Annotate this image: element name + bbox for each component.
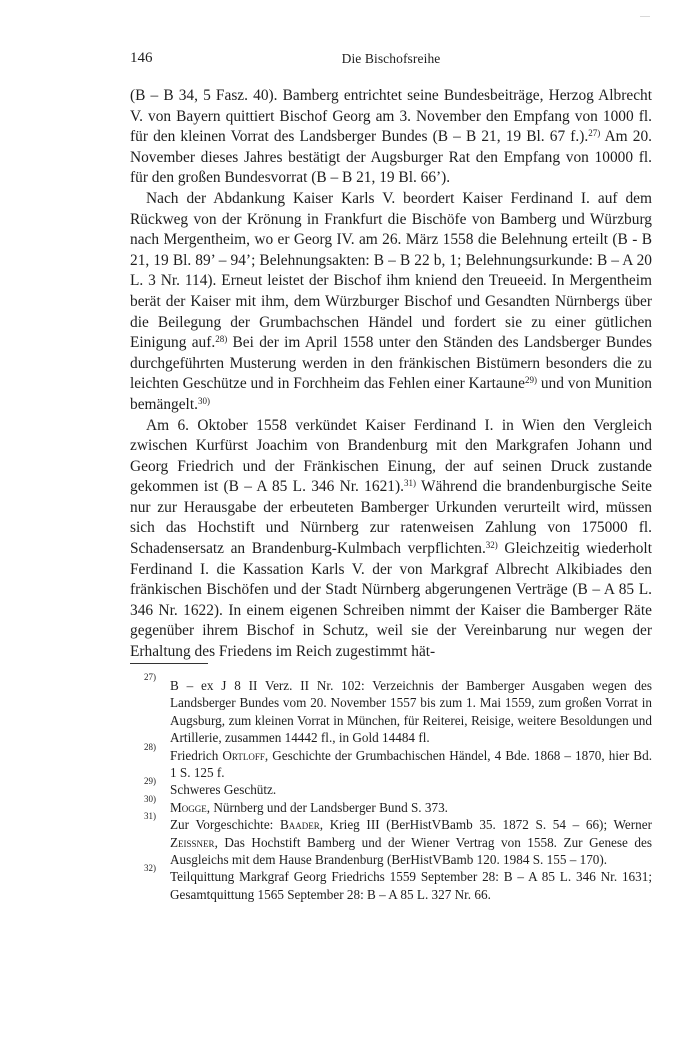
text-run: Friedrich bbox=[170, 747, 223, 763]
author-name: Zeissner bbox=[170, 834, 215, 850]
text-run: Gleichzeitig wiederholt Ferdinand I. die Kassation Karls V. der von Markgraf Albrecht Alkibiades den fränkischen Bischöfen und der Stadt Nürnberg abgerungenen Verträge (B – A 85 L. 346 Nr. 1622). In einem eigenen Schreiben nimmt der Kaiser die Bamberger Räte gegenüber ihrem Bischof in Schutz, weil sie der Vereinbarung nur wegen der Erhaltung des Friedens im Reich zugestimmt hät- bbox=[130, 540, 652, 661]
footnote: 31) Zur Vorgeschichte: Baader, Krieg III (BerHistVBamb 35. 1872 S. 54 – 66); Werner Zeissner, Das Hochstift Bamberg und der Wiener Vertrag von 1558. Zur Genese des Ausgleichs mit dem Hause Brandenburg (BerHistVBamb 120. 1984 S. 155 – 170). bbox=[144, 811, 652, 868]
footnote-ref: 27) bbox=[588, 128, 601, 139]
text-run: Zur Vorgeschichte: bbox=[170, 817, 280, 833]
running-title: Die Bischofsreihe bbox=[341, 51, 441, 66]
footnote: 29) Schweres Geschütz. bbox=[144, 776, 277, 798]
footnote-ref: 28) bbox=[215, 334, 228, 345]
main-text bbox=[130, 86, 652, 663]
author-name: Ortloff bbox=[222, 747, 265, 763]
author-name: Mogge bbox=[170, 799, 207, 815]
footnote: 27) B – ex J 8 II Verz. II Nr. 102: Verzeichnis der Bamberger Ausgaben wegen des Landsberger Bundes vom 20. November 1557 bis zum 1. Mai 1559, zum großen Vorrat in Augsburg, zum kleinen Vorrat in München, für Reiterei, Reisige, weitere Besoldungen und Artillerie, zusammen 14442 fl., in Gold 14484 fl. bbox=[144, 672, 652, 746]
footnote: 30) Mogge, Nürnberg und der Landsberger Bund S. 373. bbox=[144, 793, 448, 815]
footnotes bbox=[130, 672, 652, 903]
text-run: Nach der Abdankung Kaiser Karls V. beordert Kaiser Ferdinand I. auf dem Rückweg von der Krönung in Frankfurt die Bischöfe von Bamberg und Würzburg nach Mergentheim, wo er Georg IV. am 26. März 1558 die Belehnung erteilt (B - B 21, 19 Bl. 89’ – 94’; Belehnungsakten: B – B 22 b, 1; Belehnungsurkunde: B – A 20 L. 3 Nr. 114). Erneut leistet der Bischof ihm kniend den Treueeid. In Mergentheim berät der Kaiser mit ihm, dem Würzburger Bischof und Gesandten Nürnbergs über die Beilegung der Grumbachschen Händel und fordert sie zu einer gütlichen Einigung auf. bbox=[130, 189, 652, 352]
text-run: B – ex J 8 II Verz. II Nr. 102: Verzeichnis der Bamberger Ausgaben wegen des Landsberger Bundes vom 20. November 1557 bis zum 1. Mai 1559, zum großen Vorrat in Augsburg, zum kleinen Vorrat in München, für Reiterei, Reisige, weitere Besoldungen und Artillerie, zusammen 14442 fl., in Gold 14484 fl. bbox=[170, 678, 652, 746]
paragraph bbox=[130, 86, 652, 189]
text-run: , Das Hochstift Bamberg und der Wiener Vertrag von 1558. Zur Genese des Ausgleichs mit dem Hause Brandenburg (BerHistVBamb 120. 1984 S. 155 – 170). bbox=[170, 834, 652, 868]
text-run: Während die brandenburgische Seite nur zur Herausgabe der erbeuteten Bamberger Urkunden verurteilt wird, müssen sich das Hochstift und Nürnberg zur ratenweisen Zahlung von 175000 fl. Schadensersatz an Brandenburg-Kulmbach verpflichten. bbox=[130, 478, 652, 558]
footnote-ref: 29) bbox=[524, 375, 537, 386]
author-name: Baader bbox=[280, 817, 320, 833]
footnote-ref: 32) bbox=[485, 540, 498, 551]
text-run: und von Munition bemängelt. bbox=[130, 375, 653, 413]
scan-mark bbox=[640, 16, 650, 17]
page-header bbox=[130, 50, 652, 72]
text-run: Am 6. Oktober 1558 verkündet Kaiser Ferdinand I. in Wien den Vergleich zwischen Kurfürst Joachim von Brandenburg mit den Markgrafen Johann und Georg Friedrich und der Fränkischen Einung, der auf seinen Druck zustande gekommen ist (B – A 85 L. 346 Nr. 1621). bbox=[130, 416, 652, 496]
text-run: Schweres Geschütz. bbox=[170, 782, 277, 798]
page-number: 146 bbox=[130, 50, 153, 66]
paragraph bbox=[130, 416, 652, 663]
paragraph bbox=[130, 189, 652, 416]
text-run: , Krieg III (BerHistVBamb 35. 1872 S. 54 – 66); Werner bbox=[319, 817, 652, 833]
footnote: 28) Friedrich Ortloff, Geschichte der Grumbachischen Händel, 4 Bde. 1868 – 1870, hier Bd. 1 S. 125 f. bbox=[144, 741, 652, 781]
text-run: (B – B 34, 5 Fasz. 40). Bamberg entrichtet seine Bundesbeiträge, Herzog Albrecht V. von Bayern quittiert Bischof Georg am 3. November den Empfang von 1000 fl. für den kleinen Vorrat des Landsberger Bundes (B – B 21, 19 Bl. 67 f.). bbox=[130, 87, 652, 146]
footnote-ref: 30) bbox=[197, 395, 210, 406]
footnote-ref: 31) bbox=[403, 478, 416, 489]
footnote: 32) Teilquittung Markgraf Georg Friedrichs 1559 September 28: B – A 85 L. 346 Nr. 1631; Gesamtquittung 1565 September 28: B – A 85 L. 327 Nr. 66. bbox=[144, 863, 652, 902]
text-run: Teilquittung Markgraf Georg Friedrichs 1559 September 28: B – A 85 L. 346 Nr. 1631; Gesamtquittung 1565 September 28: B – A 85 L. 327 Nr. 66. bbox=[170, 869, 652, 902]
text-run: Am 20. November dieses Jahres bestätigt der Augsburger Rat den Empfang von 10000 fl. für den großen Bundesvorrat (B – B 21, 19 Bl. 66’). bbox=[130, 128, 652, 187]
text-run: , Geschichte der Grumbachischen Händel, 4 Bde. 1868 – 1870, hier Bd. 1 S. 125 f. bbox=[170, 747, 652, 781]
footnote-separator bbox=[130, 663, 208, 664]
text-run: , Nürnberg und der Landsberger Bund S. 373. bbox=[206, 799, 448, 815]
text-run: Bei der im April 1558 unter den Ständen des Landsberger Bundes durchgeführten Musterung werden in den fränkischen Bistümern besonders die zu leichten Geschütze und in Forchheim das Fehlen einer Kartaune bbox=[130, 334, 652, 393]
